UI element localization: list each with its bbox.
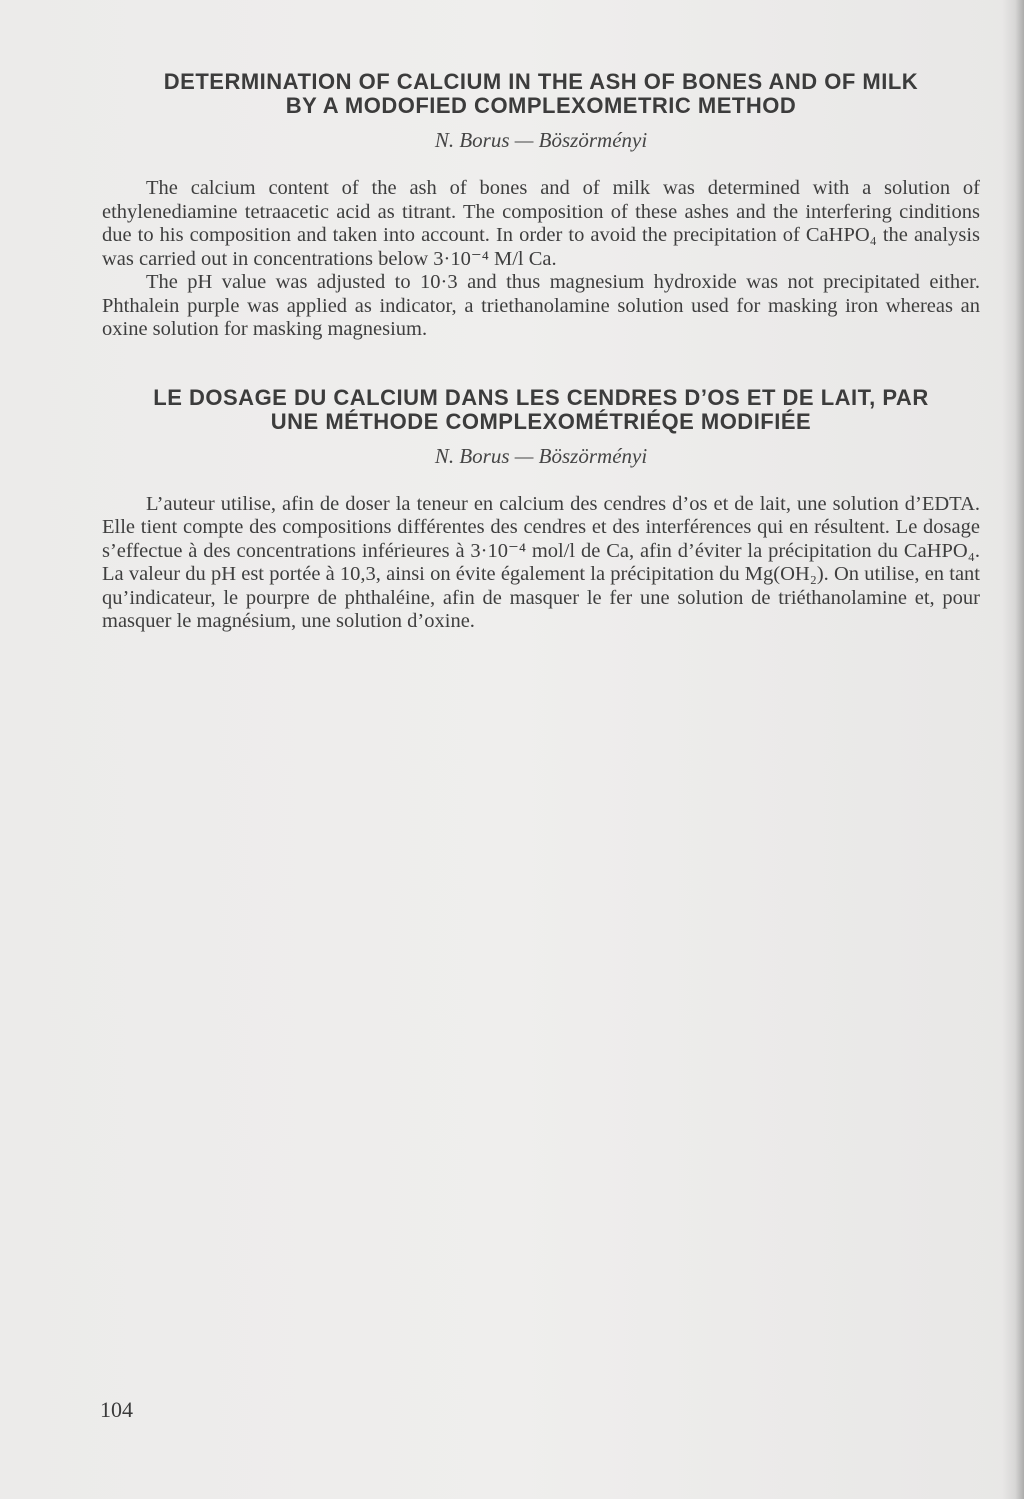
section-spacer (102, 342, 980, 386)
english-paragraph-1: The calcium content of the ash of bones and of milk was determined with a solution of ethylenediamine tetraacetic acid as titrant. The composition of these ashes and the interfering cinditions due to his composition and taken into account. In order to avoid the precipitation of CaHPO₄ the analysis was carried out in concentrations below 3·10⁻⁴ M/l Ca. (102, 177, 980, 270)
english-title (102, 70, 980, 118)
english-title-line-2: BY A MODOFIED COMPLEXOMETRIC METHOD (285, 93, 797, 118)
french-author: N. Borus — Böszörményi (434, 443, 648, 468)
english-abstract (102, 70, 980, 342)
text-column (102, 70, 980, 634)
english-paragraph-2: The pH value was adjusted to 10·3 and thus magnesium hydroxide was not precipitated either. Phthalein purple was applied as indicator, a triethanolamine solution used for masking iron whereas an oxine solution for masking magnesium. (102, 271, 980, 340)
french-abstract-body (102, 493, 980, 634)
french-title-line-1: LE DOSAGE DU CALCIUM DANS LES CENDRES D’OS ET DE LAIT, PAR (153, 384, 929, 410)
page-number: 104 (100, 1397, 133, 1422)
english-author: N. Borus — Böszörményi (434, 128, 648, 152)
french-title-line-2: UNE MÉTHODE COMPLEXOMÉTRIÉQE MODIFIÉE (270, 408, 812, 434)
english-title-line-1: DETERMINATION OF CALCIUM IN THE ASH OF BONES AND OF MILK (163, 69, 919, 94)
english-abstract-body (102, 177, 980, 342)
french-paragraph-1: L’auteur utilise, afin de doser la teneur en calcium des cendres d’os et de lait, une solution d’EDTA. Elle tient compte des compositions différentes des cendres et des interférences qui en résultent. Le dosage s’effectue à des concentrations inférieures à 3·10⁻⁴ mol/l de Ca, afin d’éviter la précipitation du CaHPO₄. La valeur du pH est portée à 10,3, ainsi on évite également la précipitation du Mg(OH₂). On utilise, en tant qu’indicateur, le pourpre de phthaléine, afin de masquer le fer une solution de triéthanolamine et, pour masquer le magnésium, une solution d’oxine. (102, 492, 980, 632)
french-abstract (102, 386, 980, 634)
french-title (102, 386, 980, 434)
page-edge-shadow (1002, 0, 1024, 1499)
